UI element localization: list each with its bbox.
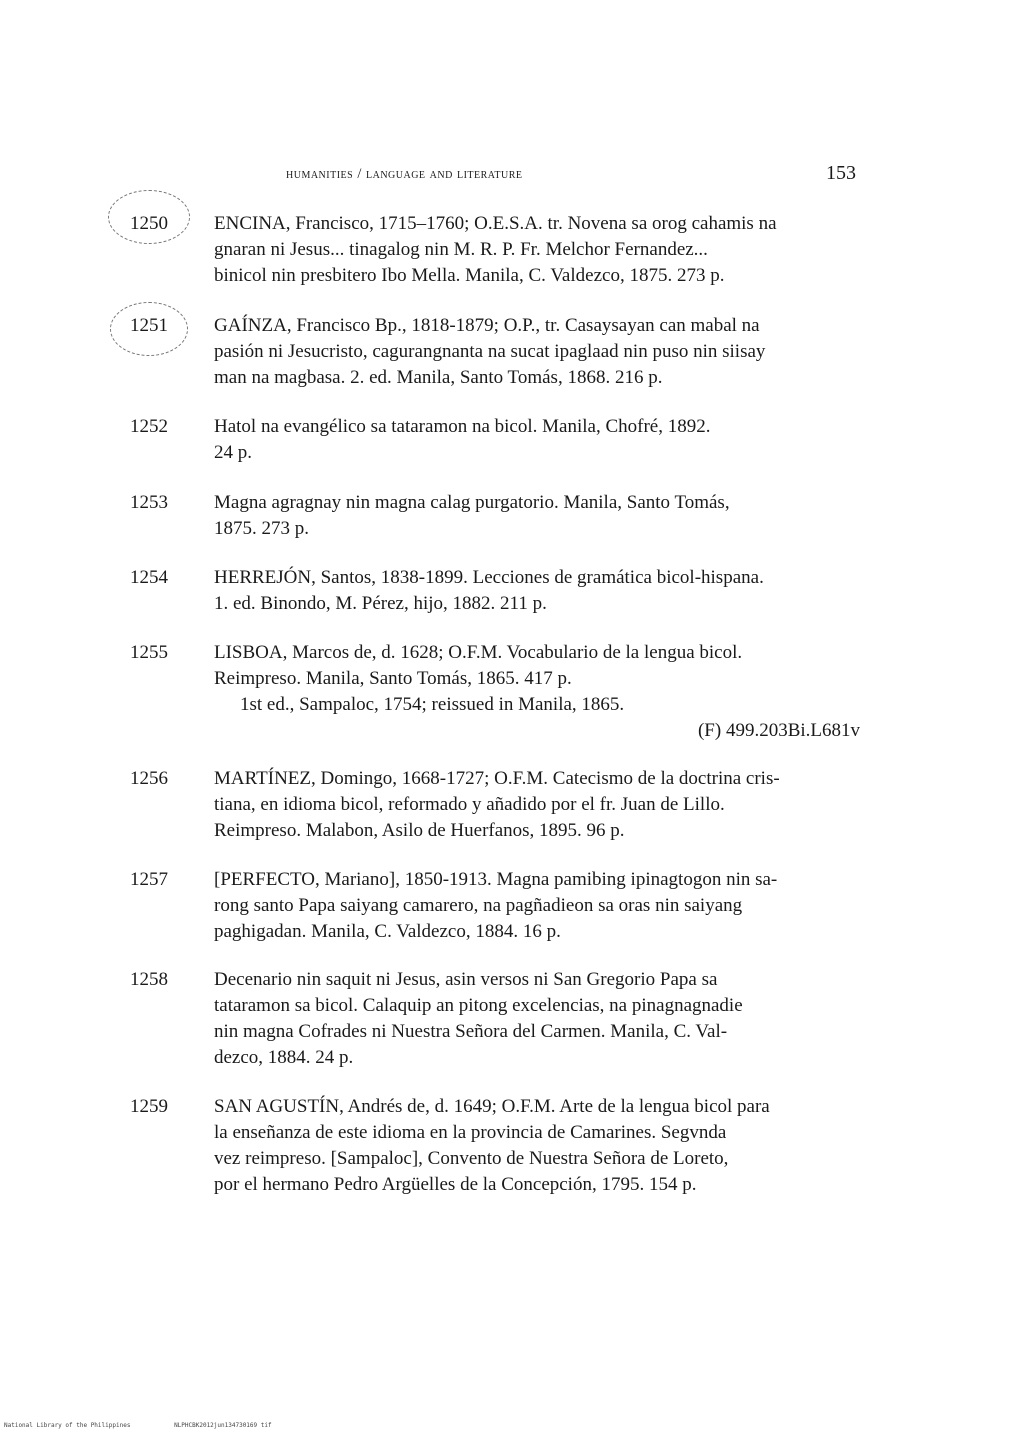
entry-number: 1252 <box>130 416 168 437</box>
entry-number: 1259 <box>130 1096 168 1117</box>
entry-line: vez reimpreso. [Sampaloc], Convento de Nuestra Señora de Loreto, <box>214 1148 729 1169</box>
entry-line: ENCINA, Francisco, 1715–1760; O.E.S.A. tr. Novena sa orog cahamis na <box>214 213 777 234</box>
entry-line: HERREJÓN, Santos, 1838-1899. Lecciones de gramática bicol-hispana. <box>214 567 764 588</box>
page-header <box>286 164 856 188</box>
running-head: humanities / language and literature <box>286 166 523 182</box>
entry-line: 24 p. <box>214 442 252 463</box>
footer-library: National Library of the Philippines <box>4 1422 131 1429</box>
entry-line: tiana, en idioma bicol, reformado y añadido por el fr. Juan de Lillo. <box>214 794 725 815</box>
entry-line: Reimpreso. Malabon, Asilo de Huerfanos, 1895. 96 p. <box>214 820 625 841</box>
entry-line: SAN AGUSTÍN, Andrés de, d. 1649; O.F.M. Arte de la lengua bicol para <box>214 1096 770 1117</box>
footer-filename: NLPHCBK2012jun134730169 tif <box>174 1422 272 1429</box>
entry-number: 1255 <box>130 642 168 663</box>
page-number: 153 <box>826 162 856 184</box>
entry-number: 1257 <box>130 869 168 890</box>
entry-number: 1256 <box>130 768 168 789</box>
entry-line: Magna agragnay nin magna calag purgatorio. Manila, Santo Tomás, <box>214 492 730 513</box>
entry-line: pasión ni Jesucristo, cagurangnanta na sucat ipaglaad nin puso nin siisay <box>214 341 766 362</box>
entry-line: Hatol na evangélico sa tataramon na bicol. Manila, Chofré, 1892. <box>214 416 711 437</box>
entry-number: 1251 <box>130 315 168 336</box>
entry-line: Decenario nin saquit ni Jesus, asin versos ni San Gregorio Papa sa <box>214 969 718 990</box>
entry-number: 1250 <box>130 213 168 234</box>
entry-line: binicol nin presbitero Ibo Mella. Manila, C. Valdezco, 1875. 273 p. <box>214 265 725 286</box>
scan-footer <box>4 1422 312 1429</box>
entry-number: 1258 <box>130 969 168 990</box>
entry-line: LISBOA, Marcos de, d. 1628; O.F.M. Vocabulario de la lengua bicol. <box>214 642 743 663</box>
entry-line: GAÍNZA, Francisco Bp., 1818-1879; O.P., tr. Casaysayan can mabal na <box>214 315 760 336</box>
entry-line: paghigadan. Manila, C. Valdezco, 1884. 16 p. <box>214 921 561 942</box>
call-number: (F) 499.203Bi.L681v <box>697 720 860 741</box>
entry-line: man na magbasa. 2. ed. Manila, Santo Tomás, 1868. 216 p. <box>214 367 663 388</box>
entry-line: rong santo Papa saiyang camarero, na pagñadieon sa oras nin saiyang <box>214 895 743 916</box>
entry-line: tataramon sa bicol. Calaquip an pitong excelencias, na pinagnagnadie <box>214 995 743 1016</box>
entry-note: 1st ed., Sampaloc, 1754; reissued in Manila, 1865. <box>240 694 625 715</box>
entry-line: dezco, 1884. 24 p. <box>214 1047 354 1068</box>
entry-number: 1254 <box>130 567 168 588</box>
entry-line: 1875. 273 p. <box>214 518 309 539</box>
entry-line: la enseñanza de este idioma en la provincia de Camarines. Segvnda <box>214 1122 727 1143</box>
entry-line: nin magna Cofrades ni Nuestra Señora del Carmen. Manila, C. Val- <box>214 1021 728 1042</box>
entry-line: MARTÍNEZ, Domingo, 1668-1727; O.F.M. Catecismo de la doctrina cris- <box>214 768 780 789</box>
entry-line: gnaran ni Jesus... tinagalog nin M. R. P. Fr. Melchor Fernandez... <box>214 239 708 260</box>
entry-line: 1. ed. Binondo, M. Pérez, hijo, 1882. 211 p. <box>214 593 547 614</box>
entry-line: por el hermano Pedro Argüelles de la Concepción, 1795. 154 p. <box>214 1174 697 1195</box>
entry-line: [PERFECTO, Mariano], 1850-1913. Magna pamibing ipinagtogon nin sa- <box>214 869 778 890</box>
entry-line: Reimpreso. Manila, Santo Tomás, 1865. 417 p. <box>214 668 572 689</box>
entry-number: 1253 <box>130 492 168 513</box>
